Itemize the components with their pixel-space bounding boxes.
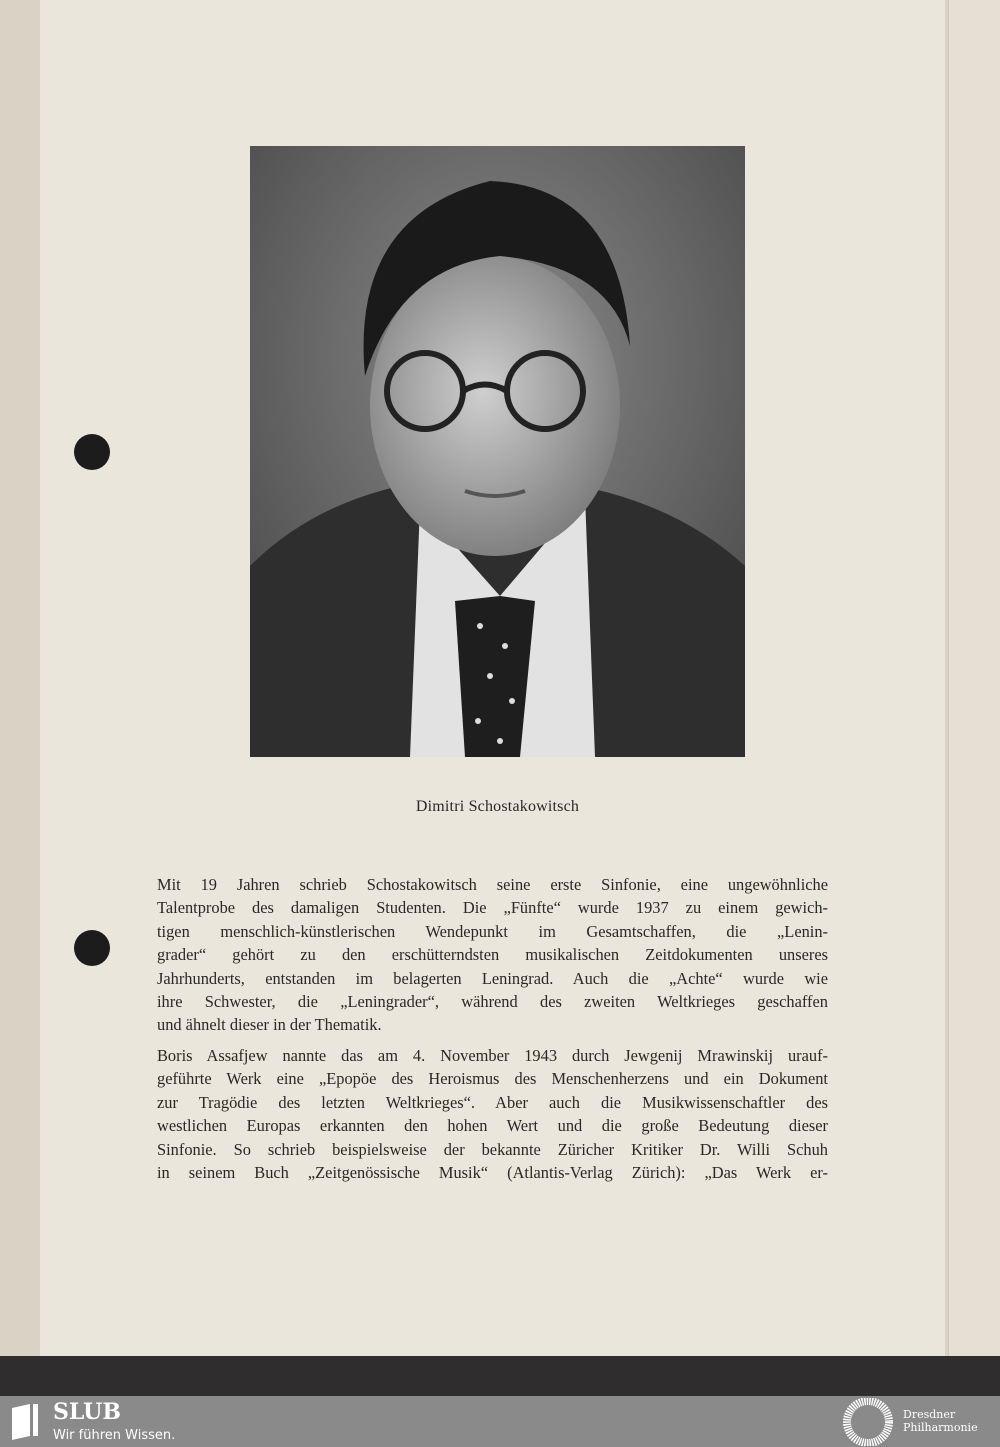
text-line: tigen menschlich-künstlerischen Wendepunkt im Gesamtschaffen, die „Lenin- [157, 921, 828, 941]
text-line: geführte Werk eine „Epopöe des Heroismus des Menschenherzens und ein Dokument [157, 1069, 828, 1089]
partner-line-2: Philharmonie [903, 1421, 978, 1434]
slub-book-icon [10, 1402, 40, 1440]
text-line: in seinem Buch „Zeitgenössische Musik“ (Atlantis-Verlag Zürich): „Das Werk er- [157, 1162, 828, 1182]
philharmonie-logo-text[interactable] [903, 1408, 978, 1434]
portrait-photo [250, 146, 745, 757]
text-line: Talentprobe des damaligen Studenten. Die „Fünfte“ wurde 1937 zu einem gewich- [157, 898, 828, 918]
text-line: Boris Assafjew nannte das am 4. November 1943 durch Jewgenij Mrawinskij urauf- [157, 1046, 828, 1065]
slub-tagline: Wir führen Wissen. [53, 1428, 176, 1443]
philharmonie-sun-icon [842, 1398, 894, 1446]
text-line: Jahrhunderts, entstanden im belagerten Leningrad. Auch die „Achte“ wurde wie [157, 968, 828, 988]
paragraph-2 [157, 1044, 828, 1184]
footer-bar [0, 1396, 1000, 1447]
adjacent-page-edge [948, 0, 1000, 1356]
scan-background [0, 1356, 1000, 1396]
text-line: Mit 19 Jahren schrieb Schostakowitsch seine erste Sinfonie, eine ungewöhnliche [157, 875, 828, 894]
text-line: ihre Schwester, die „Leningrader“, während des zweiten Weltkrieges geschaffen [157, 991, 828, 1011]
punch-hole [74, 434, 110, 470]
punch-hole [74, 930, 110, 966]
photo-caption: Dimitri Schostakowitsch [415, 798, 580, 815]
paragraph-1 [157, 873, 828, 1037]
text-line: westlichen Europas erkannten den hohen Wert und die große Bedeutung dieser [157, 1116, 828, 1136]
text-line: grader“ gehört zu den erschütterndsten musikalischen Zeitdokumenten unseres [157, 945, 828, 965]
text-line: zur Tragödie des letzten Weltkrieges“. Aber auch die Musikwissenschaftler des [157, 1092, 828, 1112]
text-line: Sinfonie. So schrieb beispielsweise der bekannte Züricher Kritiker Dr. Willi Schuh [157, 1139, 828, 1159]
slub-logo-text[interactable]: SLUB [53, 1399, 121, 1425]
text-line: und ähnelt dieser in der Thematik. [157, 1015, 382, 1035]
partner-line-1: Dresdner [903, 1408, 956, 1421]
